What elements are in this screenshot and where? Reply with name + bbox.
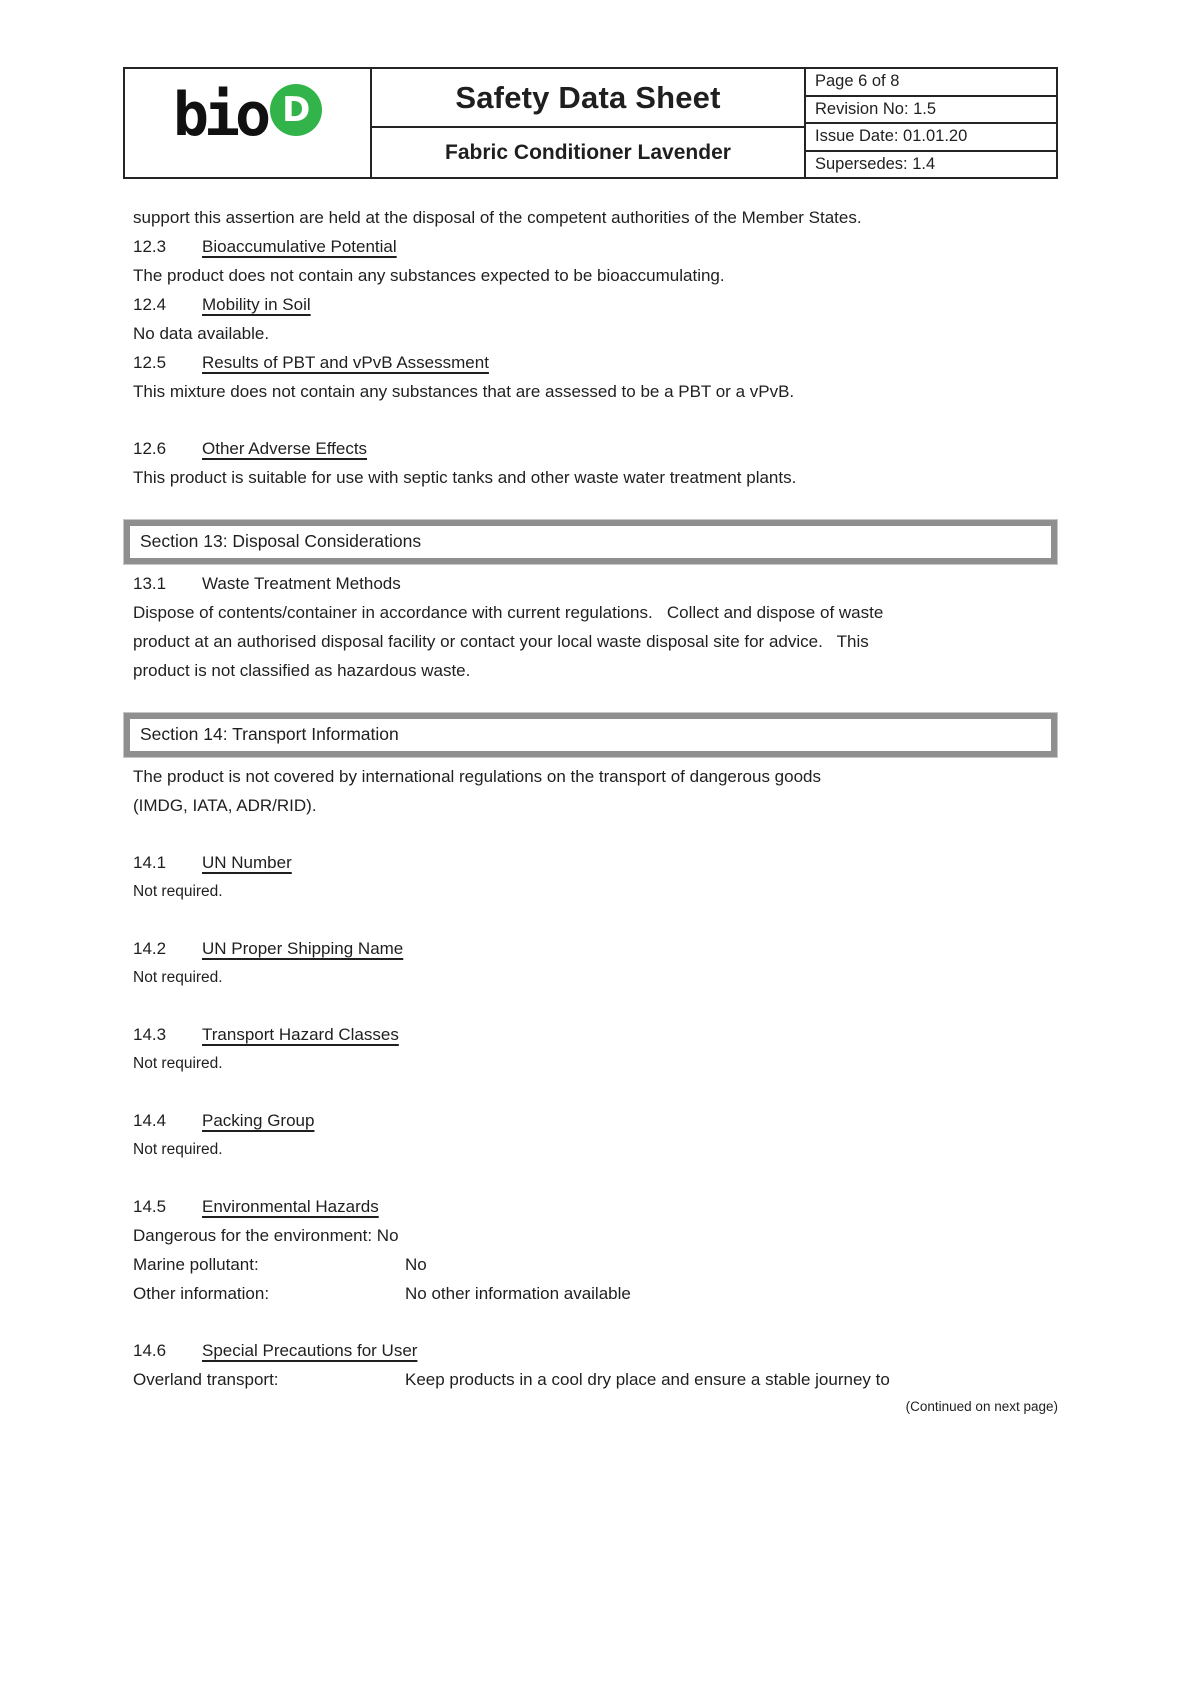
meta-cell [806,69,1056,177]
document-header [123,67,1058,179]
row-value: Keep products in a cool dry place and ensure a stable journey to [405,1370,890,1389]
bio-d-logo [172,80,322,150]
heading-title: Packing Group [202,1111,315,1130]
heading-14-4 [133,1106,1058,1135]
heading-title: Environmental Hazards [202,1197,379,1216]
section-14-banner [123,712,1058,758]
logo-cell [125,69,372,177]
row-label: Marine pollutant: [133,1255,259,1274]
env-hazard-line: Dangerous for the environment: No [133,1226,399,1245]
heading-number: 13.1 [133,574,167,593]
paragraph-line: product at an authorised disposal facility or contact your local waste disposal site for advice. This [133,632,869,651]
continued-note: (Continued on next page) [905,1399,1058,1414]
env-row-other-information [133,1279,1058,1308]
paragraph: This mixture does not contain any substances that are assessed to be a PBT or a vPvB. [133,382,795,401]
heading-title: Results of PBT and vPvB Assessment [202,353,489,372]
paragraph-line: Dispose of contents/container in accordance with current regulations. Collect and dispose of waste [133,603,884,622]
heading-14-3 [133,1020,1058,1049]
heading-number: 14.2 [133,939,167,958]
heading-title: Waste Treatment Methods [202,574,401,593]
heading-title: Transport Hazard Classes [202,1025,399,1044]
paragraph-line: The product is not covered by international regulations on the transport of dangerous goods [133,767,821,786]
paragraph: Not required. [133,1055,223,1072]
special-row-overland-transport [133,1365,1058,1394]
heading-title: Mobility in Soil [202,295,311,314]
heading-12-3 [133,232,1058,261]
heading-14-1 [133,848,1058,877]
supersedes: Supersedes: 1.4 [815,154,936,173]
env-row-marine-pollutant [133,1250,1058,1279]
document-body [133,203,1058,1417]
issue-date: Issue Date: 01.01.20 [806,124,1056,152]
product-name: Fabric Conditioner Lavender [445,140,731,164]
paragraph: The product does not contain any substances expected to be bioaccumulating. [133,266,725,285]
paragraph: This product is suitable for use with septic tanks and other waste water treatment plants. [133,468,797,487]
title-cell [372,69,806,177]
heading-number: 14.5 [133,1197,167,1216]
heading-number: 14.3 [133,1025,167,1044]
row-label: Other information: [133,1284,270,1303]
revision-number: Revision No: 1.5 [806,97,1056,125]
logo-d-badge: D [270,84,322,136]
paragraph: Not required. [133,883,223,900]
heading-14-5 [133,1192,1058,1221]
row-value: No other information available [405,1284,631,1303]
logo-wordmark: bio [172,80,267,150]
heading-number: 12.3 [133,237,167,256]
heading-number: 14.1 [133,853,167,872]
paragraph-line: (IMDG, IATA, ADR/RID). [133,796,317,815]
heading-number: 12.4 [133,295,167,314]
heading-number: 12.5 [133,353,167,372]
heading-number: 14.6 [133,1341,167,1360]
heading-title: UN Number [202,853,292,872]
heading-14-2 [133,934,1058,963]
heading-title: Bioaccumulative Potential [202,237,397,256]
heading-number: 14.4 [133,1111,167,1130]
section-13-banner-title: Section 13: Disposal Considerations [128,524,1053,560]
paragraph: No data available. [133,324,270,343]
document-title: Safety Data Sheet [372,69,804,128]
heading-title: Other Adverse Effects [202,439,368,458]
heading-12-6 [133,434,1058,463]
paragraph-line: product is not classified as hazardous waste. [133,661,471,680]
heading-title: Special Precautions for User [202,1341,418,1360]
carryover-paragraph: support this assertion are held at the disposal of the competent authorities of the Member States. [133,208,862,227]
heading-12-5 [133,348,1058,377]
heading-14-6 [133,1336,1058,1365]
page-number: Page 6 of 8 [806,69,1056,97]
heading-number: 12.6 [133,439,167,458]
heading-title: UN Proper Shipping Name [202,939,404,958]
row-value: No [405,1255,427,1274]
section-14-banner-title: Section 14: Transport Information [128,717,1053,753]
heading-12-4 [133,290,1058,319]
heading-13-1 [133,569,1058,598]
section-13-banner [123,519,1058,565]
paragraph: Not required. [133,1141,223,1158]
paragraph: Not required. [133,969,223,986]
row-label: Overland transport: [133,1370,279,1389]
